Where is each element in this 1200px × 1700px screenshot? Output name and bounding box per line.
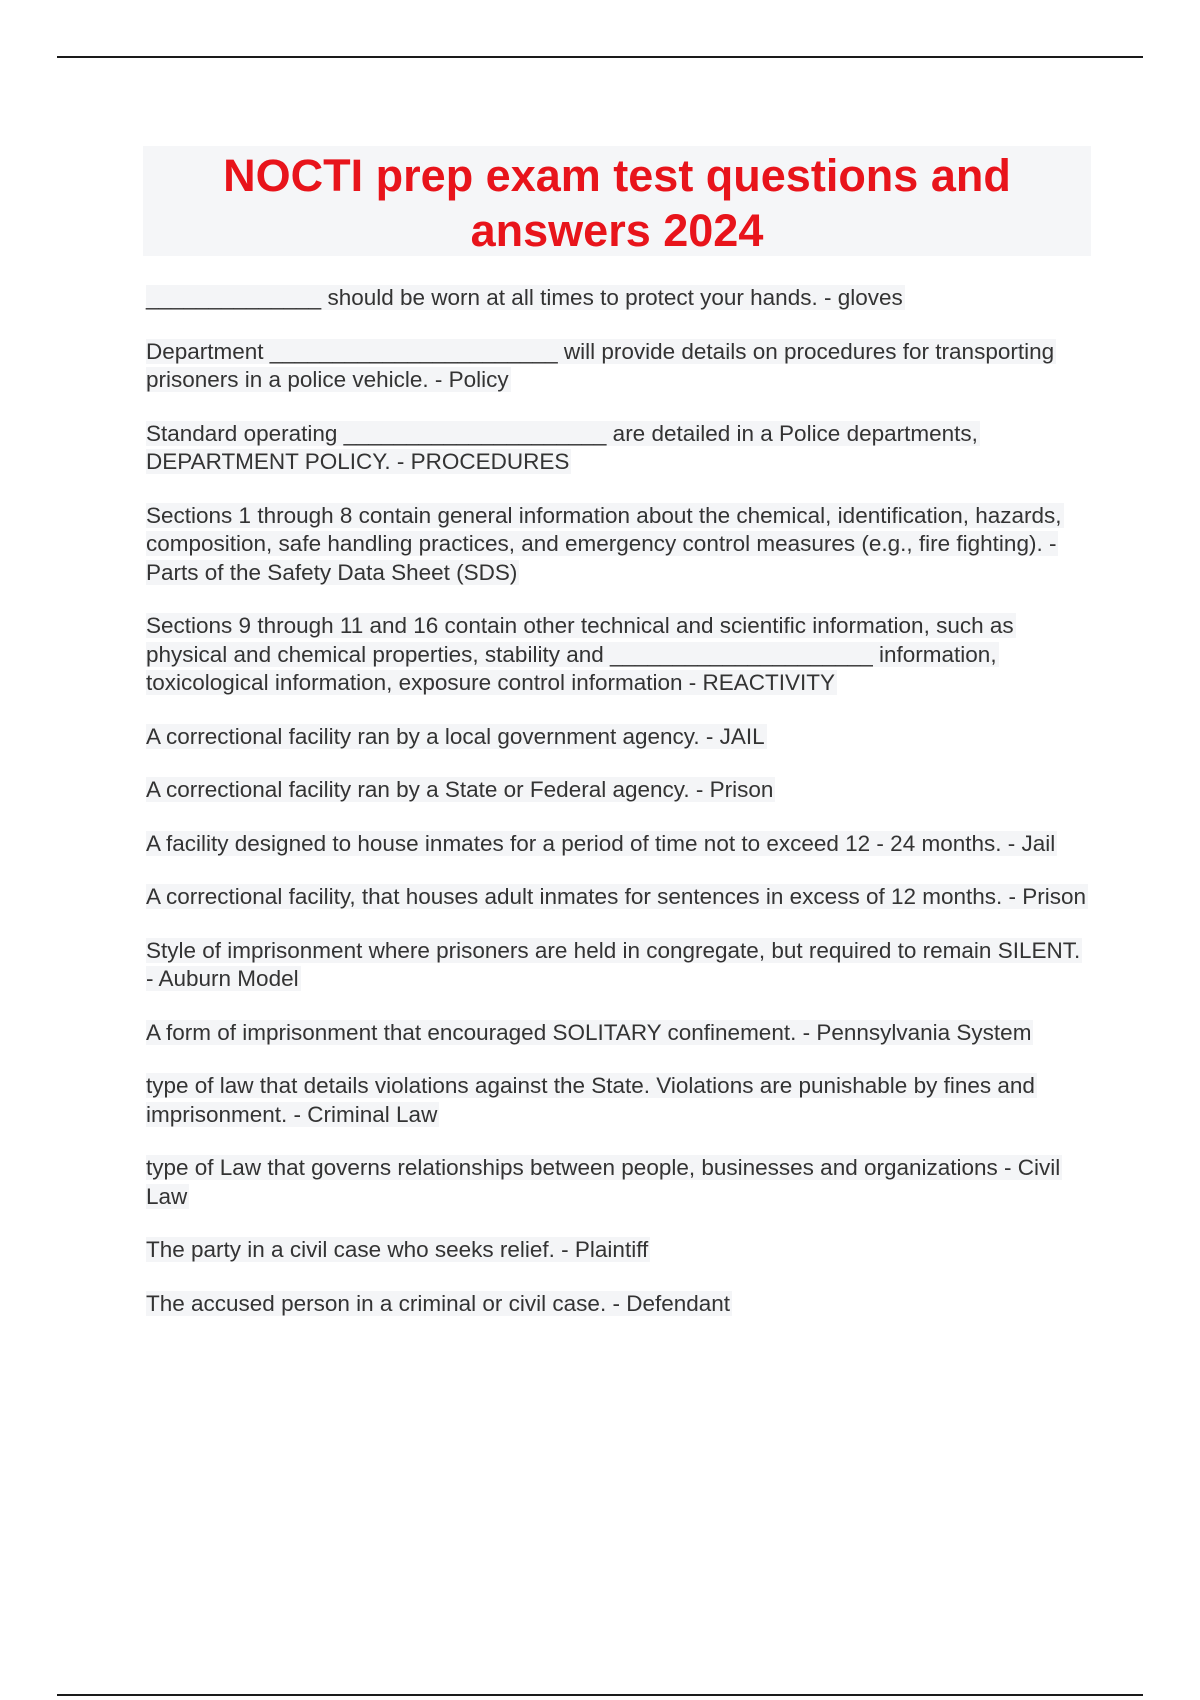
qa-item-text: A facility designed to house inmates for a period of time not to exceed 12 - 24 months. - Jail [146,830,1056,856]
bottom-divider [57,1694,1143,1696]
qa-item-text: Style of imprisonment where prisoners are held in congregate, but required to remain SILENT. - Auburn Model [146,937,1081,991]
qa-item-text: A correctional facility ran by a State or Federal agency. - Prison [146,777,774,802]
qa-item [146,830,1090,859]
qa-item [146,937,1090,994]
qa-item [146,1072,1090,1129]
qa-item [146,420,1090,477]
qa-item-text: A correctional facility, that houses adult inmates for sentences in excess of 12 months. - Prison [146,884,1087,909]
qa-item-text: A correctional facility ran by a local government agency. - JAIL [146,723,765,749]
qa-item-text: Sections 9 through 11 and 16 contain other technical and scientific information, such as physical and chemical properties, stability and _____________________ information, toxicological information, exposure control information - REACTIVITY [146,613,1014,695]
top-divider [57,56,1143,58]
qa-item [146,502,1090,588]
qa-item [146,1290,1090,1319]
qa-item [146,776,1090,805]
question-answer-list [146,284,1090,1343]
title-line-1: NOCTI prep exam test questions and [223,150,1011,201]
document-title [143,148,1091,258]
qa-item [146,612,1090,698]
qa-item [146,1236,1090,1265]
qa-item-text: Sections 1 through 8 contain general information about the chemical, identification, hazards, composition, safe handling practices, and emergency control measures (e.g., fire fighting). - Parts of the Safety Data Sheet (SDS) [146,502,1062,585]
qa-item [146,284,1090,313]
qa-item-text: A form of imprisonment that encouraged SOLITARY confinement. - Pennsylvania System [146,1019,1032,1045]
title-banner [143,146,1091,256]
qa-item [146,723,1090,752]
title-line-2: answers 2024 [470,205,764,256]
qa-item [146,883,1090,912]
qa-item-text: The party in a civil case who seeks relief. - Plaintiff [146,1237,649,1262]
qa-item-text: Standard operating _____________________ are detailed in a Police departments, DEPARTMENT POLICY. - PROCEDURES [146,420,978,474]
qa-item-text: type of Law that governs relationships between people, businesses and organizations - Civil Law [146,1155,1061,1209]
qa-item [146,1019,1090,1048]
qa-item-text: The accused person in a criminal or civil case. - Defendant [146,1290,731,1316]
qa-item [146,338,1090,395]
qa-item-text: type of law that details violations against the State. Violations are punishable by fines and imprisonment. - Criminal Law [146,1073,1035,1127]
qa-item [146,1154,1090,1211]
qa-item-text: ______________ should be worn at all times to protect your hands. - gloves [146,285,903,310]
qa-item-text: Department _______________________ will provide details on procedures for transporting prisoners in a police vehicle. - Policy [146,338,1055,392]
